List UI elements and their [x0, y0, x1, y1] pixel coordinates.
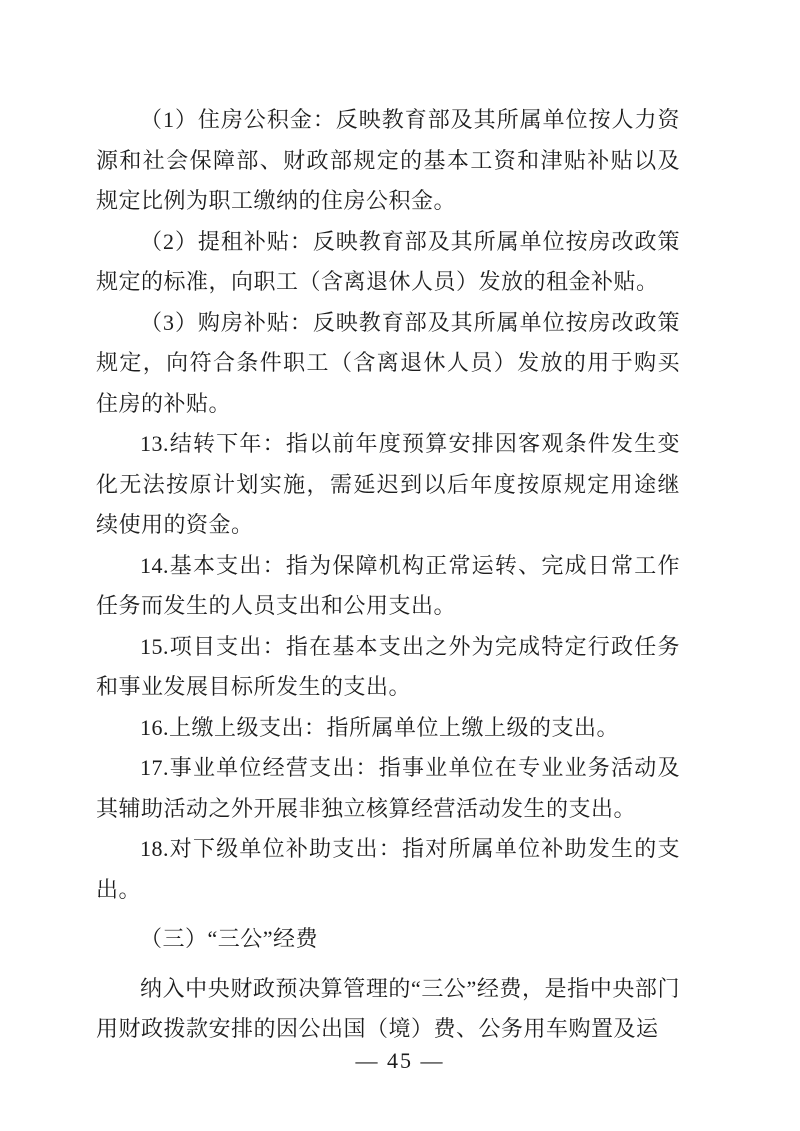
paragraph-operating-expense: 17.事业单位经营支出：指事业单位在专业业务活动及其辅助活动之外开展非独立核算经营活动发生的支出。: [96, 755, 680, 821]
paragraph-rent-subsidy: （2）提租补贴：反映教育部及其所属单位按房改政策规定的标准，向职工（含离退休人员）发放的租金补贴。: [96, 228, 680, 294]
paragraph-housing-fund: （1）住房公积金：反映教育部及其所属单位按人力资源和社会保障部、财政部规定的基本工资和津贴补贴以及规定比例为职工缴纳的住房公积金。: [96, 107, 680, 213]
paragraph-carryover: 13.结转下年：指以前年度预算安排因客观条件发生变化无法按原计划实施，需延迟到以后年度按原规定用途继续使用的资金。: [96, 431, 680, 537]
document-body: [96, 100, 680, 1050]
paragraph-subordinate-subsidy: 18.对下级单位补助支出：指对所属单位补助发生的支出。: [96, 836, 680, 902]
paragraph-purchase-subsidy: （3）购房补贴：反映教育部及其所属单位按房改政策规定，向符合条件职工（含离退休人员）发放的用于购买住房的补贴。: [96, 309, 680, 416]
paragraph-basic-expenditure: 14.基本支出：指为保障机构正常运转、完成日常工作任务而发生的人员支出和公用支出。: [96, 552, 680, 618]
section-heading-sangong: （三）“三公”经费: [140, 926, 319, 951]
page-number: — 45 —: [355, 1048, 445, 1073]
paragraph-sangong-intro: 纳入中央财政预决算管理的“三公”经费，是指中央部门用财政拨款安排的因公出国（境）费、公务用车购置及运: [96, 975, 680, 1041]
paragraph-upward-payment: 16.上缴上级支出：指所属单位上缴上级的支出。: [140, 714, 620, 740]
paragraph-project-expenditure: 15.项目支出：指在基本支出之外为完成特定行政任务和事业发展目标所发生的支出。: [96, 633, 680, 699]
